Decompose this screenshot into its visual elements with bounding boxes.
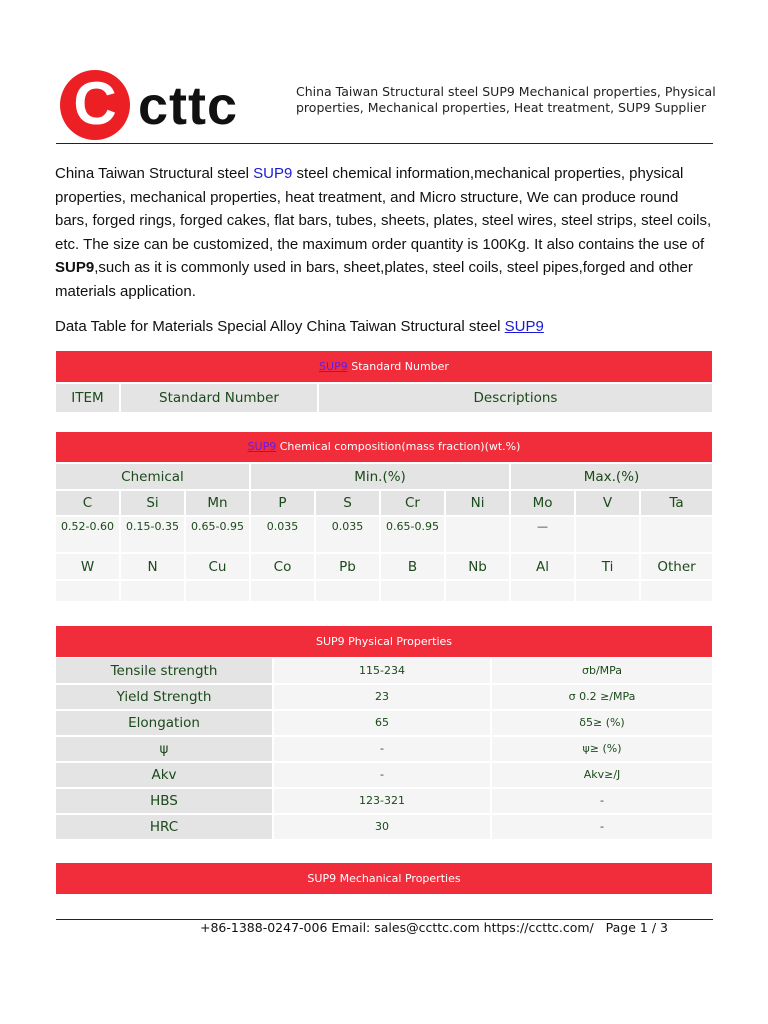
chemical-composition-table: [54, 462, 714, 603]
table-row: [56, 491, 712, 515]
element-ti: Ti: [576, 554, 639, 579]
intro-text-3: ,such as it is commonly used in bars, sheet,plates, steel coils, steel pipes,forged and other materials application.: [55, 259, 693, 300]
prop-unit: -: [492, 815, 712, 839]
header-descriptions: Descriptions: [319, 384, 712, 412]
table-row: [56, 737, 712, 761]
intro-grade-bold: SUP9: [55, 259, 95, 276]
value-s: 0.035: [316, 517, 379, 552]
header-item: ITEM: [56, 384, 119, 412]
standard-number-table: [54, 382, 714, 414]
data-table-title: [55, 316, 715, 338]
prop-name: HRC: [56, 815, 272, 839]
intro-text-2: steel chemical information,mechanical properties, physical properties, mechanical properties, heat treatment, and Micro structure, We can produce round bars, forged rings, forged cakes, flat bars, tubes, sheets, plates, steel wires, steel strips, steel coils, etc. The size can be customized, the maximum order quantity is 100Kg. It also contains the use of: [55, 165, 712, 253]
header-standard-number: Standard Number: [121, 384, 317, 412]
table-row: [56, 384, 712, 412]
value-b: [381, 581, 444, 601]
physical-properties-bar: SUP9 Physical Properties: [56, 626, 712, 657]
prop-name: Yield Strength: [56, 685, 272, 709]
standard-bar-label: Standard Number: [347, 360, 449, 373]
value-si: 0.15-0.35: [121, 517, 184, 552]
data-title-text: Data Table for Materials Special Alloy China Taiwan Structural steel: [55, 318, 505, 335]
table-row: [56, 711, 712, 735]
value-other: [641, 581, 712, 601]
prop-value: 123-321: [274, 789, 490, 813]
element-w: W: [56, 554, 119, 579]
element-other: Other: [641, 554, 712, 579]
physical-properties-table: [54, 656, 714, 841]
prop-value: 30: [274, 815, 490, 839]
element-mo: Mo: [511, 491, 574, 515]
page-number: Page 1 / 3: [605, 920, 668, 935]
chemical-grade-link[interactable]: SUP9: [247, 440, 277, 453]
prop-value: 115-234: [274, 658, 490, 683]
element-co: Co: [251, 554, 314, 579]
footer-contact: +86-1388-0247-006 Email: sales@ccttc.com https://ccttc.com/: [200, 920, 594, 935]
prop-name: Akv: [56, 763, 272, 787]
value-nb: [446, 581, 509, 601]
element-s: S: [316, 491, 379, 515]
value-al: [511, 581, 574, 601]
value-cu: [186, 581, 249, 601]
prop-unit: δ5≥ (%): [492, 711, 712, 735]
data-title-grade-link[interactable]: SUP9: [504, 318, 544, 335]
element-p: P: [251, 491, 314, 515]
chemical-composition-bar: [56, 432, 712, 462]
value-w: [56, 581, 119, 601]
value-p: 0.035: [251, 517, 314, 552]
prop-unit: ψ≥ (%): [492, 737, 712, 761]
intro-grade-link[interactable]: SUP9: [253, 165, 293, 182]
group-header-min: Min.(%): [251, 464, 509, 489]
table-row: [56, 685, 712, 709]
element-ni: Ni: [446, 491, 509, 515]
table-row: [56, 789, 712, 813]
table-row: [56, 517, 712, 552]
value-c: 0.52-0.60: [56, 517, 119, 552]
table-row: [56, 464, 712, 489]
prop-value: 23: [274, 685, 490, 709]
element-cu: Cu: [186, 554, 249, 579]
table-row: [56, 763, 712, 787]
element-n: N: [121, 554, 184, 579]
element-v: V: [576, 491, 639, 515]
ccttc-logo[interactable]: [60, 70, 272, 140]
header-title: China Taiwan Structural steel SUP9 Mechanical properties, Physical properties, Mechanical properties, Heat treatment, SUP9 Supplier: [296, 84, 716, 115]
prop-value: -: [274, 737, 490, 761]
value-cr: 0.65-0.95: [381, 517, 444, 552]
prop-value: -: [274, 763, 490, 787]
element-nb: Nb: [446, 554, 509, 579]
chemical-bar-label: Chemical composition(mass fraction)(wt.%): [276, 440, 521, 453]
prop-name: Elongation: [56, 711, 272, 735]
element-ta: Ta: [641, 491, 712, 515]
mechanical-properties-bar: SUP9 Mechanical Properties: [56, 863, 712, 894]
element-b: B: [381, 554, 444, 579]
group-header-max: Max.(%): [511, 464, 712, 489]
prop-unit: σb/MPa: [492, 658, 712, 683]
intro-text-1: China Taiwan Structural steel: [55, 165, 254, 182]
prop-unit: Akv≥/J: [492, 763, 712, 787]
element-pb: Pb: [316, 554, 379, 579]
prop-name: ψ: [56, 737, 272, 761]
value-mn: 0.65-0.95: [186, 517, 249, 552]
prop-name: HBS: [56, 789, 272, 813]
table-row: [56, 554, 712, 579]
element-mn: Mn: [186, 491, 249, 515]
table-row: [56, 658, 712, 683]
logo-wordmark: cttc: [138, 76, 239, 136]
value-mo: —: [511, 517, 574, 552]
logo-c-letter: C: [73, 70, 117, 137]
prop-name: Tensile strength: [56, 658, 272, 683]
prop-unit: σ 0.2 ≥/MPa: [492, 685, 712, 709]
value-n: [121, 581, 184, 601]
table-row: [56, 815, 712, 839]
element-c: C: [56, 491, 119, 515]
value-ti: [576, 581, 639, 601]
page-footer: [200, 920, 720, 936]
intro-paragraph: [55, 162, 715, 303]
prop-value: 65: [274, 711, 490, 735]
header-divider: [56, 143, 713, 144]
table-row: [56, 581, 712, 601]
group-header-chemical: Chemical: [56, 464, 249, 489]
prop-unit: -: [492, 789, 712, 813]
value-ni: [446, 517, 509, 552]
value-v: [576, 517, 639, 552]
standard-grade-link[interactable]: SUP9: [319, 360, 348, 373]
value-co: [251, 581, 314, 601]
element-si: Si: [121, 491, 184, 515]
page-header: [56, 64, 716, 144]
element-cr: Cr: [381, 491, 444, 515]
value-ta: [641, 517, 712, 552]
value-pb: [316, 581, 379, 601]
standard-number-bar: [56, 351, 712, 382]
element-al: Al: [511, 554, 574, 579]
